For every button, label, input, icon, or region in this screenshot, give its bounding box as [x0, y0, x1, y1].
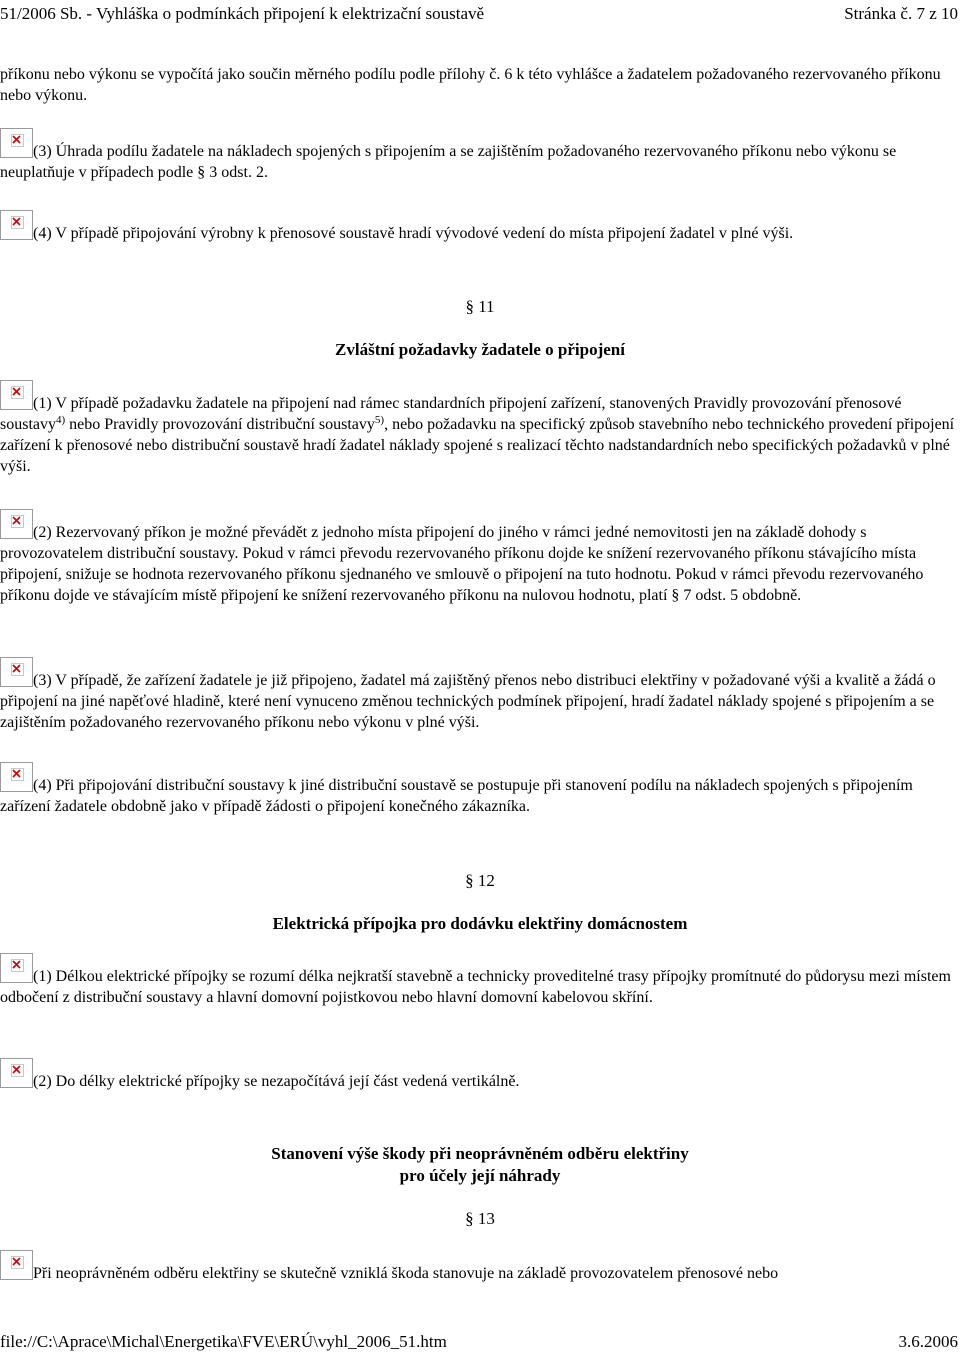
s11-paragraph-4	[0, 762, 958, 817]
broken-image-icon	[0, 953, 33, 983]
broken-image-icon	[0, 380, 33, 410]
broken-image-icon	[0, 657, 33, 687]
paragraph-text: (4) Při připojování distribuční soustavy k jiné distribuční soustavě se postupuje při stanovení podílu na nákladech spojených s připojením zařízení žadatele obdobně jako v případě žádosti o připojení konečného zákazníka.	[0, 777, 913, 815]
footnote-ref[interactable]: 4)	[56, 414, 66, 426]
section-number: § 13	[465, 1209, 495, 1228]
paragraph-text: (3) Úhrada podílu žadatele na nákladech spojených s připojením a se zajištěním požadovaného rezervovaného příkonu nebo výkonu se neuplatňuje v případech podle § 3 odst. 2.	[0, 143, 897, 181]
section-title: Zvláštní požadavky žadatele o připojení	[335, 340, 625, 359]
paragraph-text: Při neoprávněném odběru elektřiny se skutečně vzniklá škoda stanovuje na základě provozovatelem přenosové nebo	[33, 1265, 779, 1282]
paragraph-text: (2) Do délky elektrické přípojky se nezapočítává její část vedená vertikálně.	[33, 1073, 520, 1090]
page-header	[0, 2, 960, 26]
broken-image-icon	[0, 762, 33, 792]
paragraph-text: (2) Rezervovaný příkon je možné převádět z jednoho místa připojení do jiného v rámci jedné nemovitosti jen na základě dohody s provozovatelem distribuční soustavy. Pokud v rámci převodu rezervovaného příkonu dojde ke snížení rezervovaného příkonu stávajícího místa připojení, snižuje se hodnota rezervovaného příkonu sjednaného ve smlouvě o připojení na tuto hodnotu. Pokud v rámci převodu rezervovaného příkonu dojde ve stávajícím místě připojení ke snížení rezervovaného příkonu na nulovou hodnotu, platí § 7 odst. 5 obdobně.	[0, 524, 924, 604]
footnote-ref[interactable]: 5)	[374, 414, 385, 426]
page-footer	[0, 1331, 960, 1353]
broken-image-icon	[0, 509, 33, 539]
part-subtitle: pro účely její náhrady	[399, 1166, 561, 1185]
paragraph-text: příkonu nebo výkonu se vypočítá jako součin měrného podílu podle přílohy č. 6 k této vyhlášce a žadatelem požadovaného rezervovaného příkonu nebo výkonu.	[0, 66, 941, 104]
s12-paragraph-2	[0, 1058, 958, 1092]
intro-paragraph	[0, 64, 958, 106]
broken-image-icon	[0, 1058, 33, 1088]
section-title: Elektrická přípojka pro dodávku elektřiny domácnostem	[272, 914, 688, 933]
paragraph-text: (3) V případě, že zařízení žadatele je již připojeno, žadatel má zajištěný přenos nebo distribuci elektřiny v požadované výši a kvalitě a žádá o připojení na jiné napěťové hladině, které není vynuceno změnou technických podmínek připojení, hradí žadatel náklady spojené s připojením a se zajištěním požadovaného rezervovaného příkonu nebo výkonu v plné výši.	[0, 672, 936, 731]
broken-image-icon	[0, 128, 33, 158]
paragraph-text: (1) Délkou elektrické přípojky se rozumí délka nejkratší stavebně a technicky proveditelné trasy přípojky promítnuté do půdorysu mezi místem odbočení z distribuční soustavy a hlavní domovní pojistkovou nebo hlavní domovní kabelovou skříní.	[0, 968, 951, 1006]
paragraph-text: (1) V případě požadavku žadatele na připojení nad rámec standardních připojení zařízení, stanovených Pravidly provozování přenosové soustavy	[0, 395, 902, 433]
print-date: 3.6.2006	[898, 1332, 958, 1351]
section-number: § 11	[465, 297, 495, 316]
broken-image-icon	[0, 1250, 33, 1280]
document-title: 51/2006 Sb. - Vyhláška o podmínkách připojení k elektrizační soustavě	[0, 4, 485, 23]
s13-paragraph-1	[0, 1250, 958, 1284]
part-title: Stanovení výše škody při neoprávněném odběru elektřiny	[271, 1144, 689, 1163]
broken-image-icon	[0, 210, 33, 240]
file-path: file://C:\Aprace\Michal\Energetika\FVE\ERÚ\vyhl_2006_51.htm	[0, 1332, 447, 1351]
s12-paragraph-1	[0, 953, 958, 1008]
page-number: Stránka č. 7 z 10	[844, 4, 958, 23]
section-number: § 12	[465, 871, 495, 890]
paragraph-text: nebo Pravidly provozování distribuční soustavy	[65, 416, 375, 433]
s11-paragraph-1	[0, 380, 958, 477]
s10-paragraph-4	[0, 210, 958, 244]
paragraph-text: , nebo požadavku na specifický způsob stavebního nebo technického provedení připojení zařízení k přenosové nebo distribuční soustavě hradí žadatel náklady spojené s realizací těchto nadstandardních nebo specifických požadavků v plné výši.	[0, 416, 955, 475]
s11-paragraph-3	[0, 657, 958, 733]
s11-paragraph-2	[0, 509, 958, 606]
s10-paragraph-3	[0, 128, 958, 183]
paragraph-text: (4) V případě připojování výrobny k přenosové soustavě hradí vývodové vedení do místa připojení žadatel v plné výši.	[33, 225, 794, 242]
